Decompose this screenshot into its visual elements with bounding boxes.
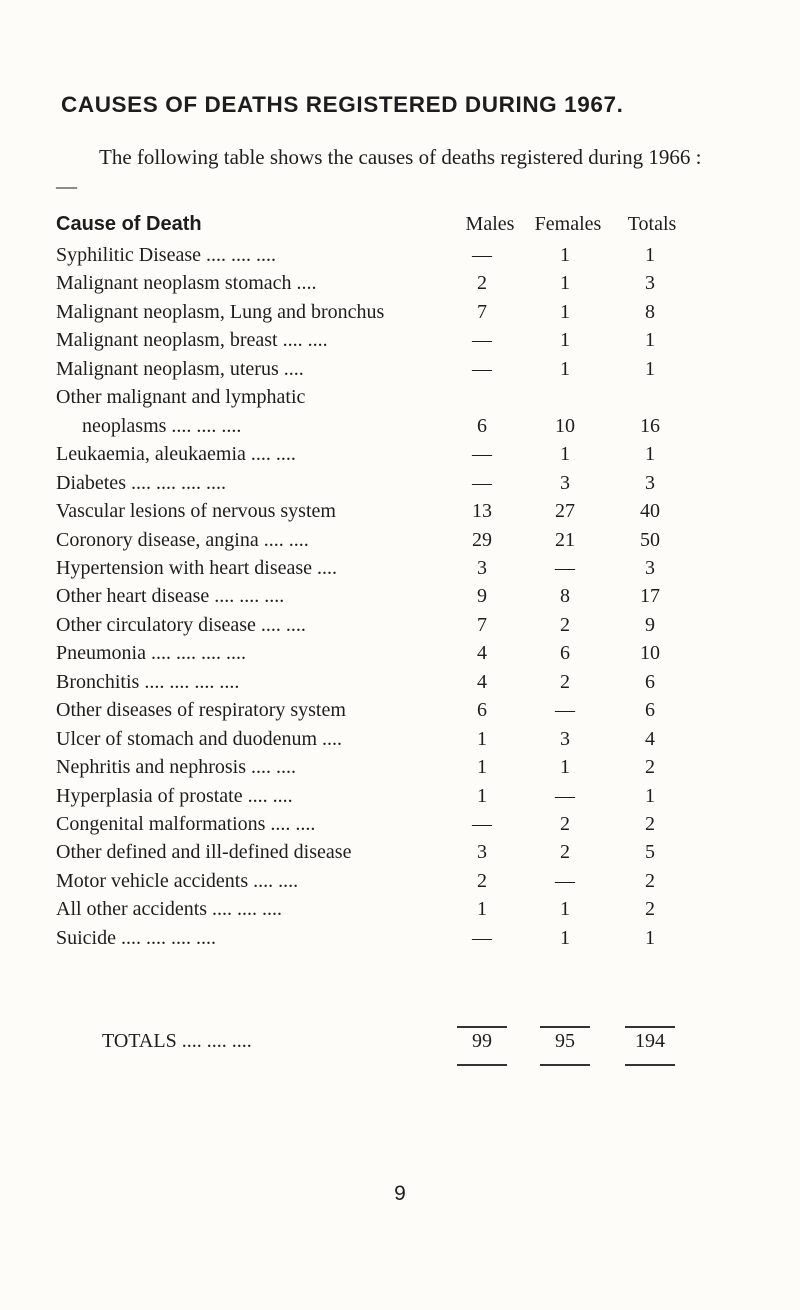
- page-number: 9: [394, 1182, 406, 1205]
- cause-cell: Hypertension with heart disease ....: [56, 556, 338, 579]
- cause-cell: Motor vehicle accidents .... ....: [56, 869, 299, 892]
- females-cell: 1: [560, 329, 570, 352]
- header-females: Females: [534, 213, 602, 235]
- totals-cell: 5: [645, 841, 655, 864]
- males-cell: —: [472, 471, 492, 494]
- males-cell: —: [472, 443, 492, 466]
- intro-paragraph: The following table shows the causes of deaths registered during 1966 :—: [56, 145, 702, 198]
- males-cell: —: [472, 329, 492, 352]
- table-row: [0, 272, 800, 302]
- totals-cell: 10: [640, 642, 660, 665]
- males-cell: 7: [477, 613, 487, 636]
- cause-cell: Coronory disease, angina .... ....: [56, 528, 309, 551]
- totals-cell: 3: [645, 272, 655, 295]
- females-cell: —: [555, 869, 575, 892]
- table-row: [0, 415, 800, 445]
- table-row: [0, 898, 800, 928]
- males-cell: —: [472, 357, 492, 380]
- females-cell: 1: [560, 357, 570, 380]
- table-row: [0, 244, 800, 274]
- table-row: [0, 870, 800, 900]
- totals-label: TOTALS .... .... ....: [102, 1030, 252, 1052]
- table-row: [0, 841, 800, 871]
- table-row: [0, 642, 800, 672]
- males-cell: 3: [477, 556, 487, 579]
- rule-bottom-totals: [625, 1064, 675, 1066]
- females-cell: 2: [560, 613, 570, 636]
- females-cell: 6: [560, 642, 570, 665]
- cause-cell: Congenital malformations .... ....: [56, 813, 316, 835]
- table-row: [0, 671, 800, 701]
- males-cell: 1: [477, 727, 487, 750]
- cause-cell: Syphilitic Disease .... .... ....: [56, 244, 276, 266]
- males-cell: —: [472, 813, 492, 835]
- cause-cell: Other malignant and lymphatic: [56, 386, 306, 409]
- cause-cell: Bronchitis .... .... .... ....: [56, 670, 240, 693]
- totals-cell: 40: [640, 500, 660, 523]
- cause-cell: Other circulatory disease .... ....: [56, 613, 306, 636]
- males-cell: 2: [477, 869, 487, 892]
- totals-cell: 17: [640, 585, 660, 608]
- rule-bottom-males: [457, 1064, 507, 1066]
- males-cell: 4: [477, 670, 487, 693]
- totals-cell: 2: [645, 898, 655, 921]
- females-cell: 3: [560, 471, 570, 494]
- females-cell: 1: [560, 756, 570, 779]
- females-cell: 2: [560, 841, 570, 864]
- table-header: [0, 213, 800, 243]
- cause-cell: Other defined and ill-defined disease: [56, 841, 352, 864]
- table-row: [0, 472, 800, 502]
- table-row: [0, 301, 800, 331]
- females-cell: 1: [560, 898, 570, 921]
- cause-cell: Ulcer of stomach and duodenum ....: [56, 727, 343, 750]
- table-row: [0, 927, 800, 957]
- totals-cell: 1: [645, 784, 655, 807]
- rule-top-males: [457, 1026, 507, 1028]
- totals-females: 95: [555, 1030, 575, 1052]
- females-cell: 1: [560, 926, 570, 949]
- totals-cell: 3: [645, 556, 655, 579]
- cause-cell: Other diseases of respiratory system: [56, 699, 346, 722]
- totals-cell: 6: [645, 699, 655, 722]
- females-cell: 3: [560, 727, 570, 750]
- males-cell: 2: [477, 272, 487, 295]
- cause-cell: Hyperplasia of prostate .... ....: [56, 784, 293, 807]
- totals-cell: 6: [645, 670, 655, 693]
- totals-cell: 3: [645, 471, 655, 494]
- males-cell: 29: [472, 528, 492, 551]
- cause-cell: Malignant neoplasm stomach ....: [56, 272, 317, 295]
- totals-cell: 1: [645, 244, 655, 266]
- table-row: [0, 699, 800, 729]
- table-row: [0, 500, 800, 530]
- females-cell: —: [555, 556, 575, 579]
- table-row: [0, 614, 800, 644]
- header-totals: Totals: [627, 213, 677, 235]
- males-cell: 6: [477, 699, 487, 722]
- totals-cell: 1: [645, 443, 655, 466]
- rule-top-totals: [625, 1026, 675, 1028]
- header-cause: Cause of Death: [56, 213, 202, 235]
- males-cell: 4: [477, 642, 487, 665]
- table-row: [0, 585, 800, 615]
- females-cell: 21: [555, 528, 575, 551]
- table-row: [0, 386, 800, 416]
- table-row: [0, 557, 800, 587]
- cause-cell: Pneumonia .... .... .... ....: [56, 642, 246, 665]
- totals-row: [0, 1030, 800, 1060]
- females-cell: 8: [560, 585, 570, 608]
- totals-cell: 2: [645, 813, 655, 835]
- cause-cell: Malignant neoplasm, uterus ....: [56, 357, 304, 380]
- table-row: [0, 785, 800, 815]
- table-row: [0, 358, 800, 388]
- totals-cell: 50: [640, 528, 660, 551]
- table-row: [0, 756, 800, 786]
- males-cell: 1: [477, 784, 487, 807]
- totals-cell: 2: [645, 756, 655, 779]
- totals-totals: 194: [635, 1030, 665, 1052]
- table-row: [0, 443, 800, 473]
- totals-cell: 1: [645, 357, 655, 380]
- males-cell: 3: [477, 841, 487, 864]
- males-cell: 9: [477, 585, 487, 608]
- cause-cell: Suicide .... .... .... ....: [56, 926, 216, 949]
- cause-cell: neoplasms .... .... ....: [82, 414, 242, 437]
- males-cell: 6: [477, 414, 487, 437]
- females-cell: —: [555, 784, 575, 807]
- males-cell: —: [472, 244, 492, 266]
- totals-cell: 9: [645, 613, 655, 636]
- cause-cell: Other heart disease .... .... ....: [56, 585, 285, 608]
- cause-cell: Diabetes .... .... .... ....: [56, 471, 226, 494]
- rule-top-females: [540, 1026, 590, 1028]
- table-row: [0, 329, 800, 359]
- males-cell: 7: [477, 300, 487, 323]
- females-cell: 1: [560, 300, 570, 323]
- totals-cell: 1: [645, 329, 655, 352]
- table-row: [0, 813, 800, 843]
- males-cell: —: [472, 926, 492, 949]
- totals-cell: 1: [645, 926, 655, 949]
- cause-cell: Vascular lesions of nervous system: [56, 500, 336, 523]
- males-cell: 13: [472, 500, 492, 523]
- table-row: [0, 728, 800, 758]
- totals-males: 99: [472, 1030, 492, 1052]
- males-cell: 1: [477, 898, 487, 921]
- totals-cell: 8: [645, 300, 655, 323]
- females-cell: 2: [560, 813, 570, 835]
- females-cell: —: [555, 699, 575, 722]
- males-cell: 1: [477, 756, 487, 779]
- cause-cell: Malignant neoplasm, breast .... ....: [56, 329, 328, 352]
- cause-cell: All other accidents .... .... ....: [56, 898, 283, 921]
- table-row: [0, 529, 800, 559]
- page-title: CAUSES OF DEATHS REGISTERED DURING 1967.: [61, 92, 624, 117]
- totals-cell: 4: [645, 727, 655, 750]
- females-cell: 1: [560, 443, 570, 466]
- totals-cell: 16: [640, 414, 660, 437]
- rule-bottom-females: [540, 1064, 590, 1066]
- females-cell: 10: [555, 414, 575, 437]
- cause-cell: Malignant neoplasm, Lung and bronchus: [56, 300, 385, 323]
- females-cell: 2: [560, 670, 570, 693]
- header-males: Males: [465, 213, 515, 235]
- females-cell: 27: [555, 500, 575, 523]
- cause-cell: Leukaemia, aleukaemia .... ....: [56, 443, 296, 466]
- females-cell: 1: [560, 272, 570, 295]
- females-cell: 1: [560, 244, 570, 266]
- cause-cell: Nephritis and nephrosis .... ....: [56, 756, 296, 779]
- totals-cell: 2: [645, 869, 655, 892]
